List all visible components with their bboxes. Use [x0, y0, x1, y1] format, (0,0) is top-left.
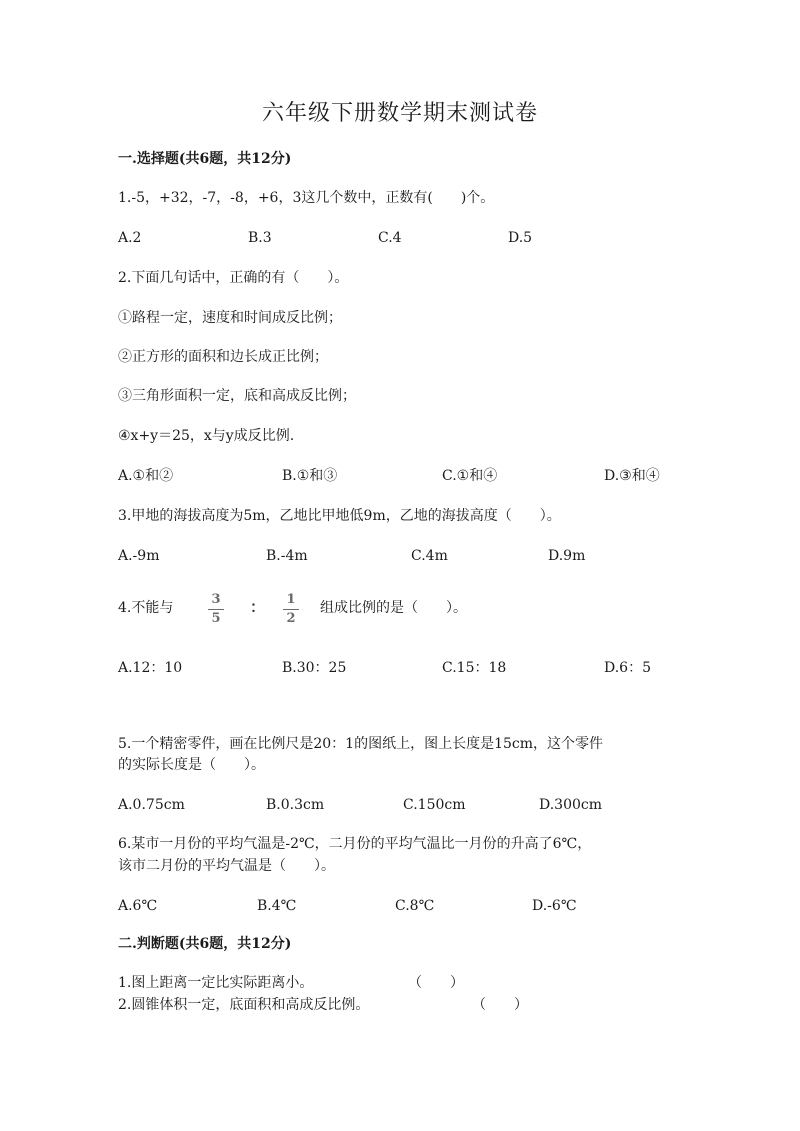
section-heading-choice: 一.选择题(共6题，共12分)	[118, 151, 292, 167]
question-6-option-c: C.8℃	[395, 898, 435, 914]
page-title: 六年级下册数学期末测试卷	[261, 101, 538, 126]
question-1-option-d: D.5	[508, 230, 533, 246]
question-5-stem-line-1: 5.一个精密零件，画在比例尺是20：1的图纸上，图上长度是15cm，这个零件	[118, 736, 604, 752]
question-4-suffix: 组成比例的是（ ）。	[320, 600, 467, 616]
fraction-denominator: 2	[286, 611, 296, 626]
section-heading-judge: 二.判断题(共6题，共12分)	[118, 936, 292, 952]
fraction-bar	[283, 609, 299, 610]
judge-2-answer-blank: （ ）	[472, 997, 528, 1013]
question-1-option-b: B.3	[248, 230, 272, 246]
question-3-option-c: C.4m	[411, 548, 448, 564]
question-5-option-c: C.150cm	[403, 797, 466, 813]
question-2-statement-3: ③三角形面积一定，底和高成反比例；	[118, 388, 356, 404]
question-4-option-d: D.6：5	[604, 660, 651, 676]
question-3-option-b: B.-4m	[266, 548, 308, 564]
question-2-option-a: A.①和②	[118, 468, 174, 484]
fraction-three-fifths	[206, 592, 226, 627]
question-6-option-d: D.-6℃	[532, 898, 577, 914]
question-1-stem: 1.-5，+32，-7，-8，+6，3这几个数中，正数有( )个。	[118, 190, 495, 206]
question-3-option-a: A.-9m	[118, 548, 160, 564]
question-3-option-d: D.9m	[548, 548, 586, 564]
question-1-option-a: A.2	[118, 230, 142, 246]
question-3-stem: 3.甲地的海拔高度为5m，乙地比甲地低9m，乙地的海拔高度（ ）。	[118, 508, 561, 524]
question-2-option-d: D.③和④	[604, 468, 660, 484]
question-2-statement-4: ④x+y＝25，x与y成反比例.	[118, 428, 295, 444]
ratio-colon: ：	[250, 598, 266, 616]
question-4-prefix: 4.不能与	[118, 600, 174, 616]
question-6-option-b: B.4℃	[257, 898, 297, 914]
fraction-bar	[208, 609, 224, 610]
fraction-denominator: 5	[211, 611, 221, 626]
question-2-statement-2: ②正方形的面积和边长成正比例；	[118, 349, 328, 365]
question-4-option-a: A.12：10	[118, 660, 183, 676]
question-5-option-b: B.0.3cm	[266, 797, 325, 813]
question-4-option-c: C.15：18	[442, 660, 507, 676]
question-2-statement-1: ①路程一定，速度和时间成反比例；	[118, 310, 342, 326]
fraction-numerator: 3	[211, 592, 221, 607]
fraction-one-half	[281, 592, 301, 627]
question-4-option-b: B.30：25	[282, 660, 347, 676]
question-2-option-b: B.①和③	[282, 468, 338, 484]
question-2-option-c: C.①和④	[442, 468, 498, 484]
question-6-stem-line-2: 该市二月份的平均气温是（ ）。	[118, 858, 335, 874]
judge-1-stem: 1.图上距离一定比实际距离小。	[118, 975, 314, 991]
question-5-stem-line-2: 的实际长度是（ ）。	[118, 757, 265, 773]
judge-2-stem: 2.圆锥体积一定，底面积和高成反比例。	[118, 997, 370, 1013]
judge-1-answer-blank: （ ）	[408, 975, 464, 991]
question-5-option-d: D.300cm	[539, 797, 603, 813]
question-2-stem: 2.下面几句话中，正确的有（ ）。	[118, 270, 349, 286]
question-6-stem-line-1: 6.某市一月份的平均气温是-2℃，二月份的平均气温比一月份的升高了6℃，	[118, 836, 592, 852]
question-6-option-a: A.6℃	[118, 898, 158, 914]
question-1-option-c: C.4	[378, 230, 402, 246]
question-5-option-a: A.0.75cm	[118, 797, 185, 813]
fraction-numerator: 1	[286, 592, 296, 607]
